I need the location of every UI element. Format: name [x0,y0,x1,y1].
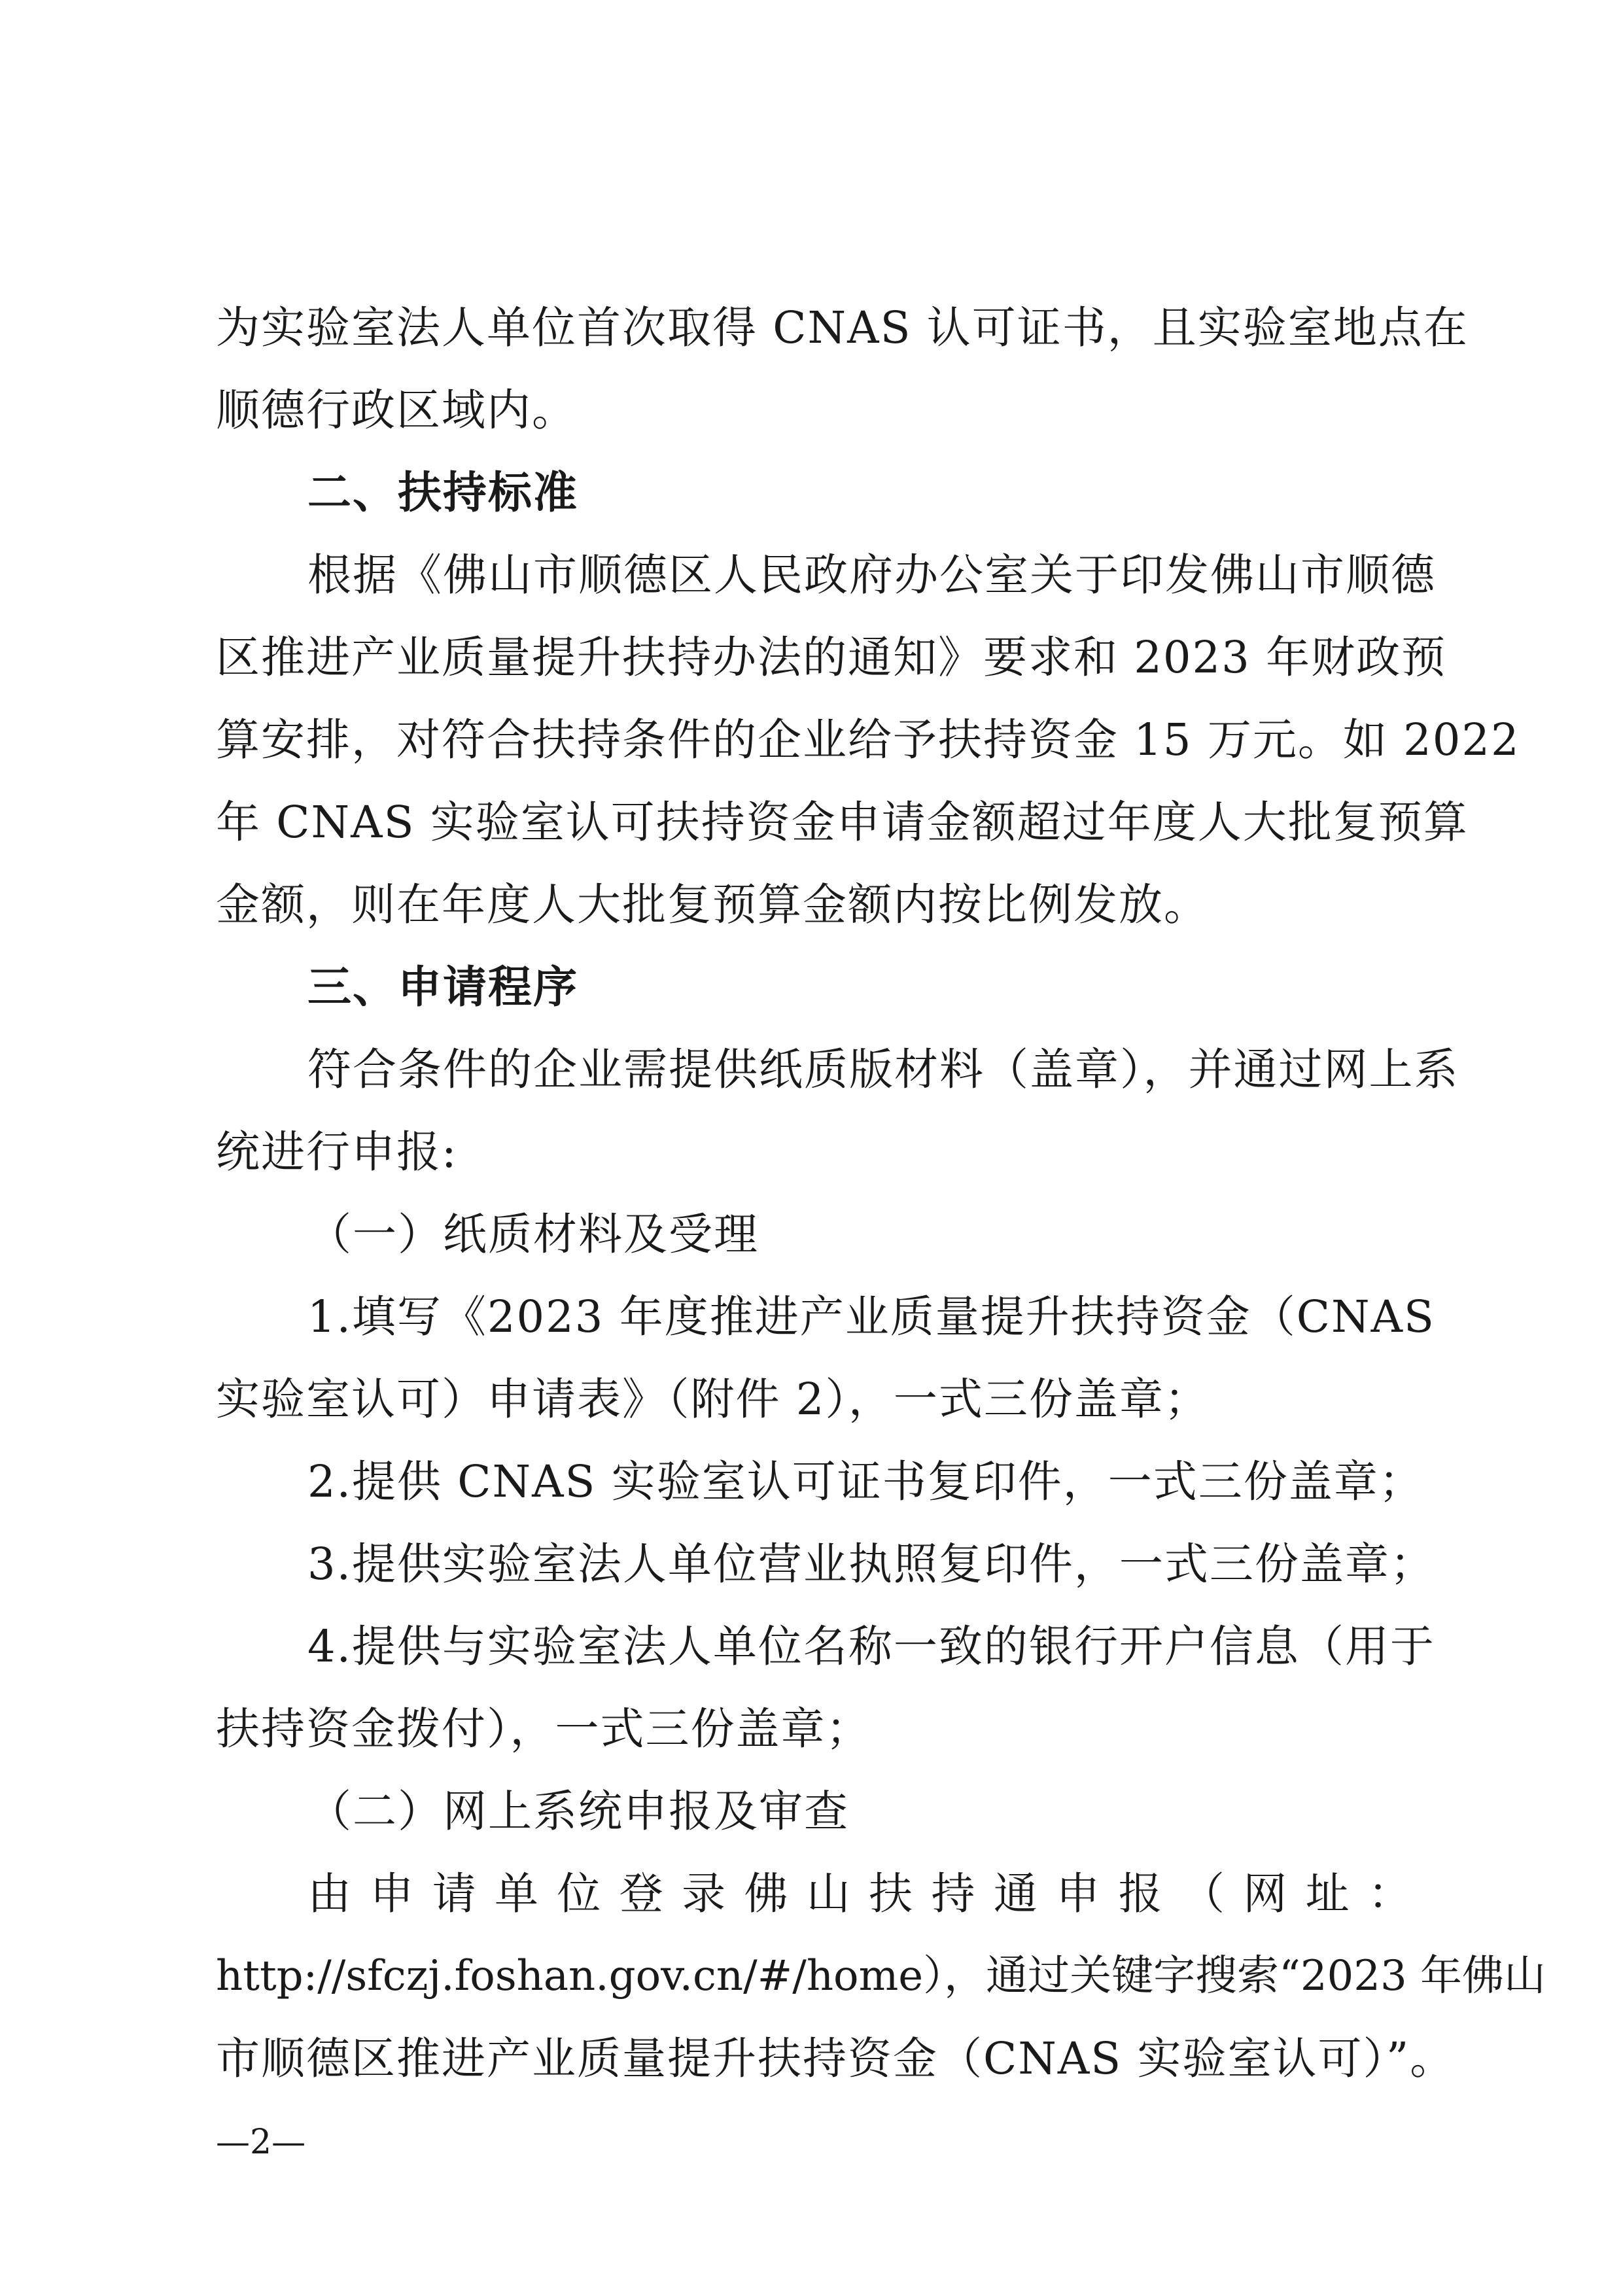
list-item-4-continued: 扶持资金拨付），一式三份盖章； [216,1703,871,1754]
section-heading-application-procedure: 三、申请程序 [307,962,578,1013]
list-item-3: 3.提供实验室法人单位营业执照复印件，一式三份盖章； [307,1539,1435,1590]
body-text-line-with-url: http://sfczj.foshan.gov.cn/#/home），通过关键字搜索“2023 年佛山 [216,1952,1546,2000]
body-text-line: 金额，则在年度人大批复预算金额内按比例发放。 [216,879,1209,930]
subsection-heading-online-application: （二）网上系统申报及审查 [307,1786,849,1837]
subsection-heading-paper-materials: （一）纸质材料及受理 [307,1209,759,1260]
section-heading-support-standard: 二、扶持标准 [307,467,578,518]
list-item-1: 1.填写《2023 年度推进产业质量提升扶持资金（CNAS [307,1291,1435,1342]
body-text-line: 统进行申报: [216,1126,458,1177]
body-text-line: 市顺德区推进产业质量提升扶持资金（CNAS 实验室认可）”。 [216,2033,1456,2084]
list-item-4: 4.提供与实验室法人单位名称一致的银行开户信息（用于 [307,1621,1435,1672]
body-text-line: 算安排，对符合扶持条件的企业给予扶持资金 15 万元。如 2022 [216,714,1520,765]
body-text-line: 区推进产业质量提升扶持办法的通知》要求和 2023 年财政预 [216,632,1447,683]
page-number: —2— [216,2123,306,2162]
body-text-line: 为实验室法人单位首次取得 CNAS 认可证书，且实验室地点在 [216,302,1469,353]
body-text-line: 根据《佛山市顺德区人民政府办公室关于印发佛山市顺德 [307,549,1436,600]
body-text-line: 顺德行政区域内。 [216,385,577,436]
list-item-2: 2.提供 CNAS 实验室认可证书复印件，一式三份盖章； [307,1456,1424,1507]
body-text-line: 符合条件的企业需提供纸质版材料（盖章），并通过网上系 [307,1044,1459,1095]
list-item-1-continued: 实验室认可）申请表》（附件 2），一式三份盖章； [216,1374,1210,1425]
body-text-line: 由申请单位登录佛山扶持通申报（网址： [307,1868,1413,1919]
body-text-line: 年 CNAS 实验室认可扶持资金申请金额超过年度人大批复预算 [216,797,1469,848]
